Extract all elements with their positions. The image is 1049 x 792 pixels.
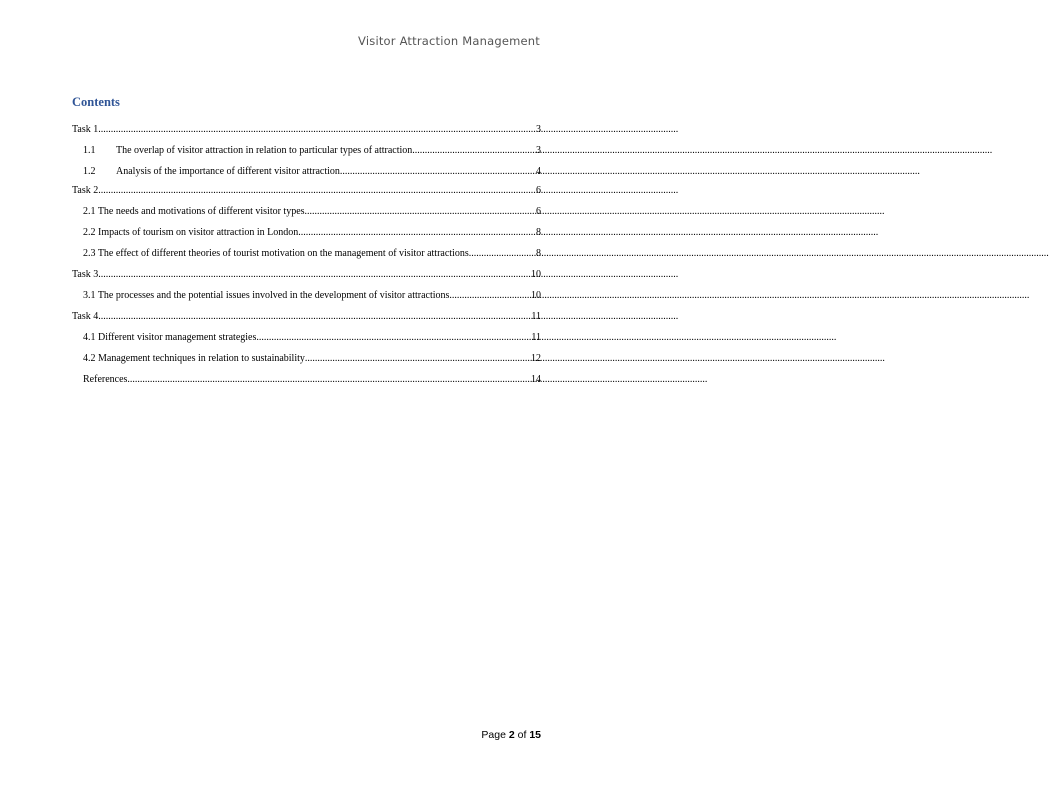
toc-dot-leader — [98, 124, 535, 136]
toc-entry-3-1[interactable] — [72, 290, 541, 302]
footer-of-label: of — [517, 729, 527, 741]
toc-entry-1-1[interactable] — [72, 145, 541, 157]
toc-dot-leader — [98, 269, 530, 281]
toc-entry-task-3[interactable] — [72, 269, 541, 281]
toc-dot-leader — [340, 166, 535, 178]
toc-page-number: 3 — [536, 145, 541, 156]
toc-dot-leader — [127, 374, 530, 386]
footer-current-page: 2 — [508, 729, 515, 741]
toc-dot-leader — [305, 353, 530, 365]
toc-page-number: 8 — [536, 248, 541, 259]
toc-entry-text: Task 4 — [72, 311, 99, 322]
toc-entry-number: 1.2 — [83, 166, 96, 177]
running-header: Visitor Attraction Management — [358, 34, 540, 48]
toc-page-number: 12 — [531, 353, 541, 364]
toc-dot-leader — [298, 227, 535, 239]
toc-entry-2-1[interactable] — [72, 206, 541, 218]
toc-entry-2-3[interactable] — [72, 248, 541, 260]
toc-page-number: 11 — [531, 311, 541, 322]
toc-entry-references[interactable] — [72, 374, 541, 386]
toc-page-number: 10 — [531, 290, 541, 301]
toc-page-number: 6 — [536, 206, 541, 217]
toc-page-number: 6 — [536, 185, 541, 196]
toc-page-number: 3 — [536, 124, 541, 135]
toc-dot-leader — [256, 332, 530, 344]
toc-entry-text: Task 3 — [72, 269, 99, 280]
toc-dot-leader — [98, 311, 530, 323]
table-of-contents — [72, 124, 541, 386]
toc-dot-leader — [412, 145, 535, 157]
toc-dot-leader — [98, 185, 535, 197]
toc-entry-text: 4.2 Management techniques in relation to sustainability — [83, 353, 305, 364]
toc-entry-task-1[interactable] — [72, 124, 541, 136]
toc-entry-text: Task 1 — [72, 124, 99, 135]
toc-entry-text: Task 2 — [72, 185, 99, 196]
toc-entry-text: 2.2 Impacts of tourism on visitor attraction in London — [83, 227, 299, 238]
toc-page-number: 10 — [531, 269, 541, 280]
contents-heading: Contents — [72, 95, 120, 109]
toc-entry-text: 3.1 The processes and the potential issues involved in the development of visitor attractions — [83, 290, 450, 301]
toc-page-number: 14 — [531, 374, 541, 385]
toc-entry-1-2[interactable] — [72, 166, 541, 178]
toc-entry-4-2[interactable] — [72, 353, 541, 365]
toc-entry-text: 2.1 The needs and motivations of different visitor types — [83, 206, 305, 217]
toc-entry-task-2[interactable] — [72, 185, 541, 197]
toc-entry-2-2[interactable] — [72, 227, 541, 239]
toc-page-number: 4 — [536, 166, 541, 177]
toc-entry-4-1[interactable] — [72, 332, 541, 344]
toc-dot-leader — [305, 206, 535, 218]
toc-entry-text: 4.1 Different visitor management strategies — [83, 332, 257, 343]
toc-dot-leader — [449, 290, 530, 302]
toc-dot-leader — [469, 248, 535, 260]
toc-entry-task-4[interactable] — [72, 311, 541, 323]
toc-entry-text: 2.3 The effect of different theories of tourist motivation on the management of visitor attractions — [83, 248, 469, 259]
toc-entry-number: 1.1 — [83, 145, 96, 156]
footer-page-label: Page — [481, 729, 506, 741]
toc-entry-text: Analysis of the importance of different visitor attraction — [116, 166, 340, 177]
toc-entry-text: The overlap of visitor attraction in relation to particular types of attraction — [116, 145, 413, 156]
toc-page-number: 8 — [536, 227, 541, 238]
toc-entry-text: References — [83, 374, 128, 385]
page-footer — [481, 729, 541, 741]
footer-total-pages: 15 — [529, 729, 541, 741]
toc-page-number: 11 — [531, 332, 541, 343]
